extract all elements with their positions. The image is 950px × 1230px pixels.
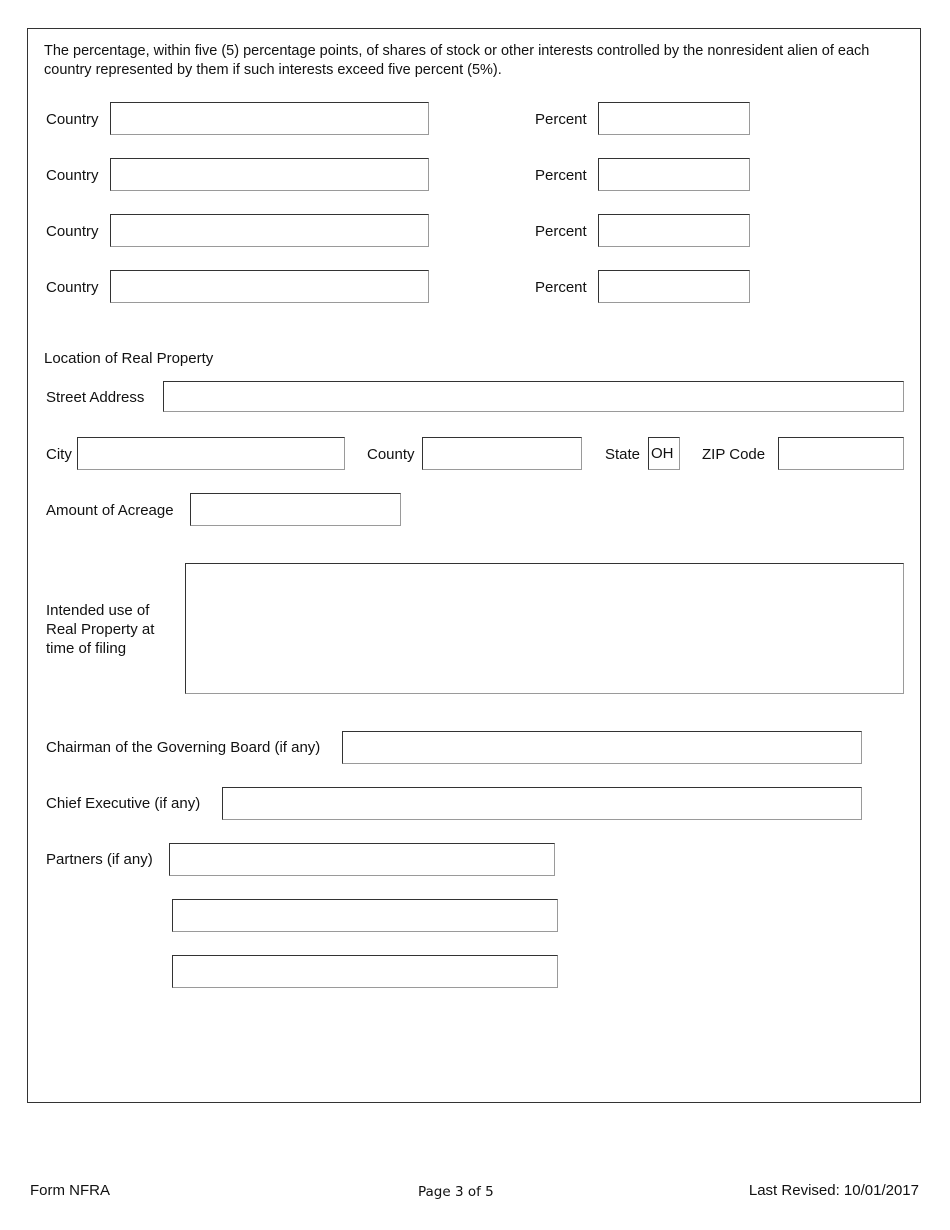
chief-executive-label: Chief Executive (if any) (46, 795, 201, 812)
intended-use-textarea[interactable] (185, 563, 904, 694)
country-input-1[interactable] (110, 102, 429, 135)
chief-executive-input[interactable] (222, 787, 862, 820)
country-input-3[interactable] (110, 214, 429, 247)
intended-use-label (46, 601, 154, 658)
partner-input-2[interactable] (172, 899, 558, 932)
country-label-1: Country (46, 111, 99, 128)
form-name: Form NFRA (30, 1182, 110, 1199)
city-input[interactable] (77, 437, 345, 470)
intended-use-label-line-3: time of filing (46, 640, 127, 657)
acreage-label: Amount of Acreage (46, 502, 174, 519)
country-label-3: Country (46, 223, 99, 240)
partners-label: Partners (if any) (46, 851, 153, 868)
percent-input-3[interactable] (598, 214, 750, 247)
state-input[interactable] (648, 437, 680, 470)
acreage-input[interactable] (190, 493, 401, 526)
partner-input-1[interactable] (169, 843, 555, 876)
country-label-4: Country (46, 279, 99, 296)
percent-label-4: Percent (535, 279, 587, 296)
street-address-label: Street Address (46, 389, 145, 406)
country-input-2[interactable] (110, 158, 429, 191)
partner-input-3[interactable] (172, 955, 558, 988)
zip-code-label: ZIP Code (702, 446, 766, 463)
percent-label-2: Percent (535, 167, 587, 184)
chairman-label: Chairman of the Governing Board (if any) (46, 739, 321, 756)
zip-code-input[interactable] (778, 437, 904, 470)
page-number: Page 3 of 5 (418, 1184, 494, 1200)
county-label: County (367, 446, 415, 463)
country-input-4[interactable] (110, 270, 429, 303)
percent-input-4[interactable] (598, 270, 750, 303)
city-label: City (46, 446, 72, 463)
percent-label-1: Percent (535, 111, 587, 128)
country-label-2: Country (46, 167, 99, 184)
chairman-input[interactable] (342, 731, 862, 764)
percent-input-1[interactable] (598, 102, 750, 135)
street-address-input[interactable] (163, 381, 904, 412)
county-input[interactable] (422, 437, 582, 470)
percent-input-2[interactable] (598, 158, 750, 191)
section-title-real-property: Location of Real Property (44, 350, 214, 367)
last-revised: Last Revised: 10/01/2017 (748, 1182, 919, 1199)
intro-text: The percentage, within five (5) percentage points, of shares of stock or other interests controlled by the nonresident alien of each country represented by them if such interests exceed five percent (5%). (44, 43, 870, 78)
state-label: State (605, 446, 641, 463)
intended-use-label-line-1: Intended use of (46, 602, 150, 619)
intended-use-label-line-2: Real Property at (46, 621, 155, 638)
percent-label-3: Percent (535, 223, 587, 240)
